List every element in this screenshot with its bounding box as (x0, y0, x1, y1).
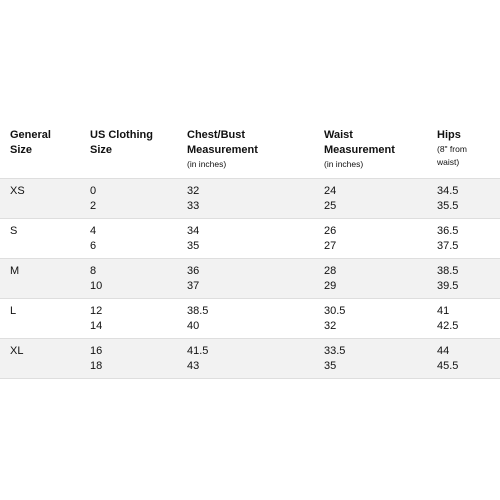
cell-value: 34 (187, 224, 200, 237)
header-chest-bust (187, 123, 324, 178)
cell-value: 41 (437, 304, 450, 317)
cell-value: 35.5 (437, 199, 459, 212)
header-general-line1: General (10, 129, 51, 141)
header-waist-line2: Measurement (324, 144, 395, 156)
cell-value: 29 (324, 279, 337, 292)
cell-value: 30.5 (324, 304, 346, 317)
cell-waist (324, 178, 437, 218)
cell-general-size: L (10, 304, 17, 317)
cell-value: 36.5 (437, 224, 459, 237)
cell-value: 28 (324, 264, 337, 277)
table-row (0, 338, 500, 378)
cell-chest (187, 218, 324, 258)
header-waist (324, 123, 437, 178)
cell-value: 37.5 (437, 239, 459, 252)
cell-value: 24 (324, 184, 337, 197)
cell-general-size: M (10, 264, 20, 277)
cell-hips (437, 178, 500, 218)
cell-chest (187, 338, 324, 378)
cell-hips (437, 298, 500, 338)
cell-value: 25 (324, 199, 337, 212)
cell-value: 27 (324, 239, 337, 252)
cell-value: 32 (324, 319, 337, 332)
header-waist-unit: (in inches) (324, 159, 364, 169)
cell-chest (187, 258, 324, 298)
cell-value: 10 (90, 279, 103, 292)
header-general-line2: Size (10, 144, 33, 156)
cell-us-size (90, 178, 187, 218)
cell-value: 37 (187, 279, 200, 292)
cell-value: 14 (90, 319, 103, 332)
cell-value: 2 (90, 199, 97, 212)
cell-waist (324, 338, 437, 378)
cell-hips (437, 258, 500, 298)
cell-value: 43 (187, 359, 200, 372)
header-chest-unit: (in inches) (187, 159, 227, 169)
table-row (0, 178, 500, 218)
header-waist-line1: Waist (324, 129, 353, 141)
header-hips-note-line2: waist) (437, 157, 460, 167)
cell-value: 33.5 (324, 344, 346, 357)
cell-waist (324, 218, 437, 258)
cell-value: 42.5 (437, 319, 459, 332)
header-hips-note-line1: (8" from (437, 144, 467, 154)
cell-value: 35 (187, 239, 200, 252)
header-hips (437, 123, 500, 178)
table-header (0, 123, 500, 178)
table-row (0, 218, 500, 258)
header-row (0, 123, 500, 178)
cell-value: 0 (90, 184, 97, 197)
table-body (0, 178, 500, 378)
cell-chest (187, 298, 324, 338)
cell-value: 32 (187, 184, 200, 197)
cell-us-size (90, 338, 187, 378)
cell-value: 16 (90, 344, 103, 357)
cell-value: 8 (90, 264, 97, 277)
cell-us-size (90, 258, 187, 298)
header-general-size (0, 123, 90, 178)
cell-us-size (90, 298, 187, 338)
header-hips-line1: Hips (437, 129, 461, 141)
header-chest-line2: Measurement (187, 144, 258, 156)
cell-value: 38.5 (437, 264, 459, 277)
header-chest-line1: Chest/Bust (187, 129, 246, 141)
cell-general-size: XS (10, 184, 25, 197)
cell-hips (437, 218, 500, 258)
cell-us-size (90, 218, 187, 258)
cell-chest (187, 178, 324, 218)
cell-value: 44 (437, 344, 450, 357)
table-row (0, 298, 500, 338)
cell-value: 39.5 (437, 279, 459, 292)
cell-general-size: XL (10, 344, 24, 357)
cell-waist (324, 258, 437, 298)
cell-value: 26 (324, 224, 337, 237)
cell-hips (437, 338, 500, 378)
size-chart-table (0, 123, 500, 379)
cell-waist (324, 298, 437, 338)
header-us-line1: US Clothing (90, 129, 153, 141)
cell-value: 38.5 (187, 304, 209, 317)
cell-general-size: S (10, 224, 18, 237)
header-us-line2: Size (90, 144, 113, 156)
header-us-clothing-size (90, 123, 187, 178)
cell-value: 12 (90, 304, 103, 317)
cell-value: 36 (187, 264, 200, 277)
cell-value: 35 (324, 359, 337, 372)
cell-value: 33 (187, 199, 200, 212)
table-row (0, 258, 500, 298)
cell-value: 45.5 (437, 359, 459, 372)
cell-value: 41.5 (187, 344, 209, 357)
cell-value: 18 (90, 359, 103, 372)
cell-value: 4 (90, 224, 97, 237)
cell-value: 6 (90, 239, 97, 252)
cell-value: 34.5 (437, 184, 459, 197)
cell-value: 40 (187, 319, 200, 332)
